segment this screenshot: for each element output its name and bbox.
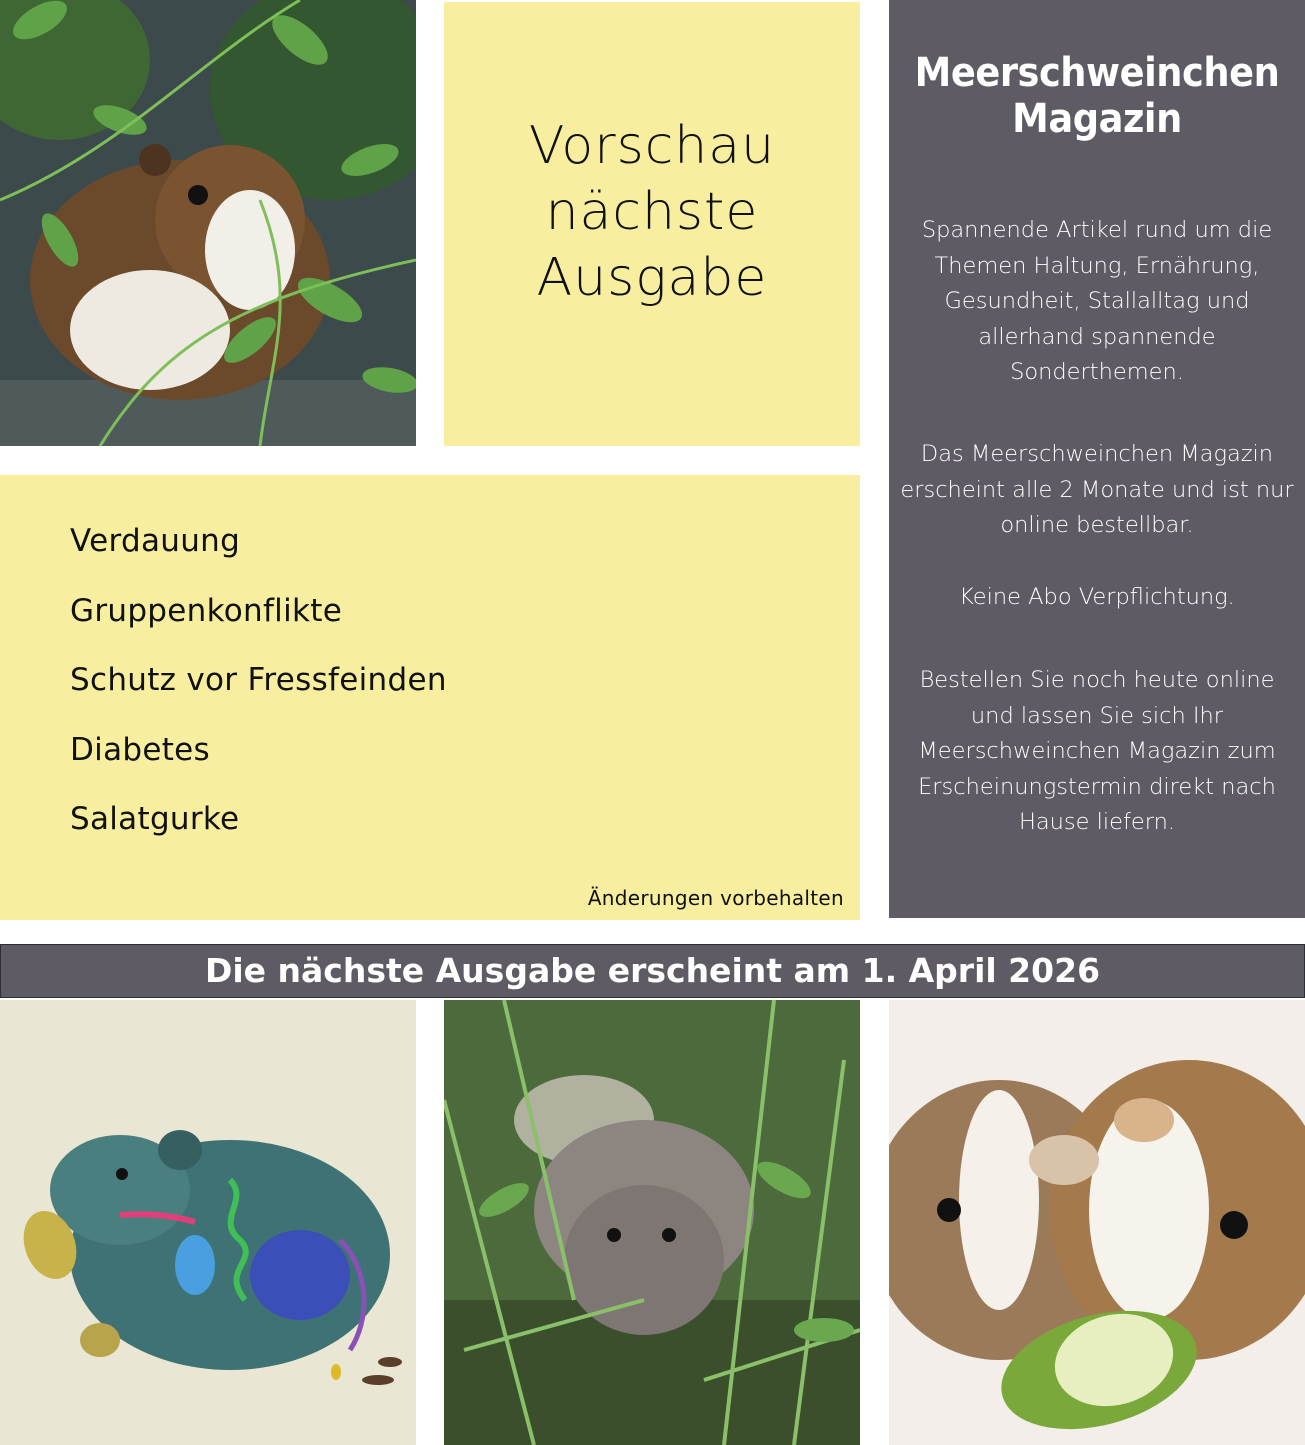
release-date-banner: Die nächste Ausgabe erscheint am 1. April 2026 <box>0 944 1305 998</box>
magazine-title-line: Magazin <box>1012 96 1182 142</box>
magazine-no-subscription: Keine Abo Verpflichtung. <box>959 584 1235 610</box>
magazine-title-line: Meerschweinchen <box>914 50 1280 96</box>
magazine-info-panel <box>889 0 1305 918</box>
topic-item: Diabetes <box>70 731 211 768</box>
topic-item: Schutz vor Fressfeinden <box>70 662 447 698</box>
preview-title-line: Ausgabe <box>536 248 768 308</box>
topic-item: Salatgurke <box>70 801 240 837</box>
guinea-pig-greenery-photo <box>0 0 416 446</box>
guinea-pigs-cucumber-photo <box>889 1000 1305 1445</box>
magazine-publication-info: Das Meerschweinchen Magazin erscheint alle 2 Monate und ist nur online bestellbar. <box>900 441 1294 538</box>
preview-title-tile <box>444 2 860 446</box>
magazine-order-info: Bestellen Sie noch heute online und lassen Sie sich Ihr Meerschweinchen Magazin zum Erscheinungstermin direkt nach Hause liefern. <box>918 667 1276 835</box>
preview-title-line: nächste <box>545 182 759 242</box>
changes-reserved-note: Änderungen vorbehalten <box>587 886 844 910</box>
digestion-illustration <box>0 1000 416 1445</box>
preview-title <box>529 113 775 311</box>
magazine-title <box>906 50 1289 142</box>
topic-item: Verdauung <box>70 523 241 559</box>
topics-tile <box>0 475 860 920</box>
topics-list <box>70 507 447 855</box>
preview-title-line: Vorschau <box>528 116 776 176</box>
magazine-description: Spannende Artikel rund um die Themen Haltung, Ernährung, Gesundheit, Stallalltag und allerhand spannende Sonderthemen. <box>921 217 1273 385</box>
topic-item: Gruppenkonflikte <box>70 592 343 629</box>
guinea-pig-grass-photo <box>444 1000 860 1445</box>
